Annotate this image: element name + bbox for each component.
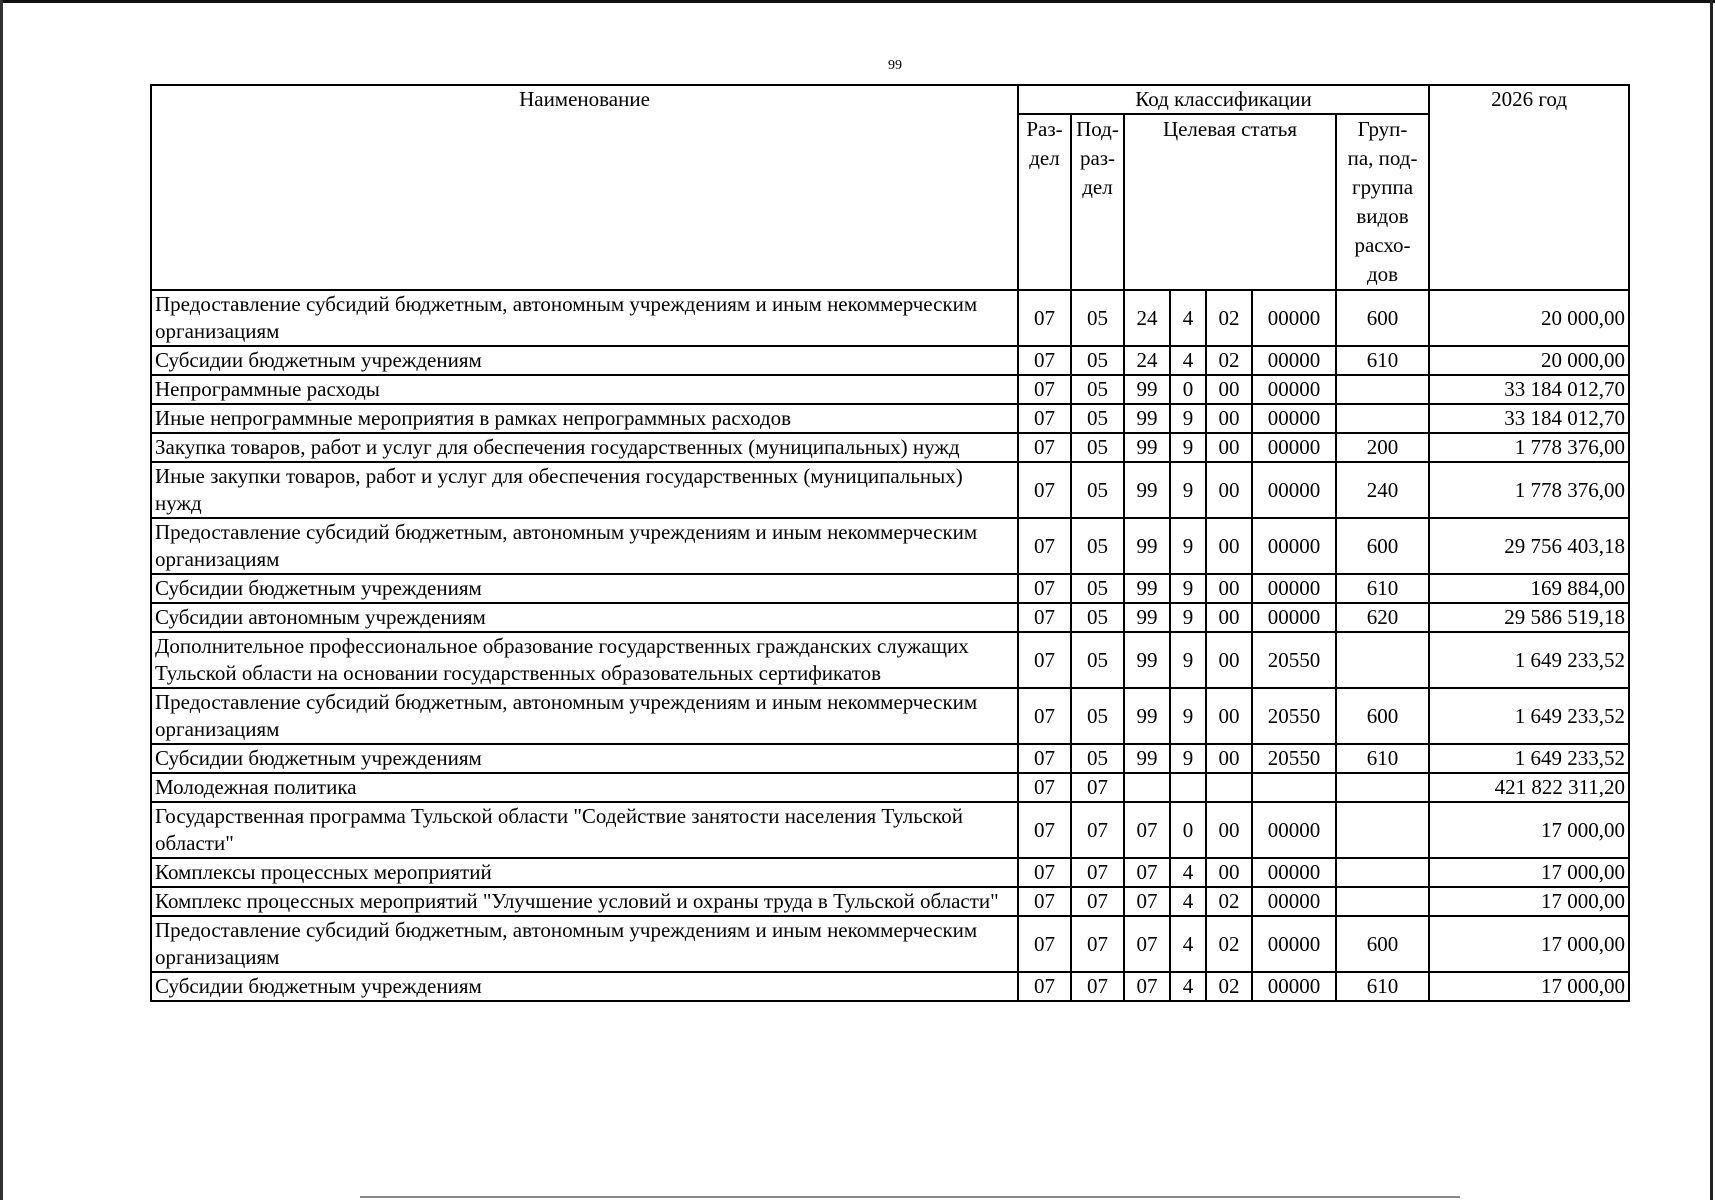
scan-border-bottom: [360, 1196, 1460, 1198]
row-name: Субсидии бюджетным учреждениям: [151, 574, 1018, 603]
row-name: Непрограммные расходы: [151, 375, 1018, 404]
header-year: 2026 год: [1429, 85, 1629, 290]
row-name: Предоставление субсидий бюджетным, автономным учреждениям и иным некоммерческим организациям: [151, 518, 1018, 574]
row-amount: 1 649 233,52: [1429, 688, 1629, 744]
row-name: Комплекс процессных мероприятий "Улучшение условий и охраны труда в Тульской области": [151, 887, 1018, 916]
row-podrazdel: 05: [1071, 462, 1124, 518]
row-target-type: [1170, 773, 1206, 802]
row-name: Субсидии бюджетным учреждениям: [151, 346, 1018, 375]
header-name: Наименование: [151, 85, 1018, 290]
row-razdel: 07: [1018, 603, 1071, 632]
row-target-sub: 00: [1206, 518, 1252, 574]
row-target-type: 9: [1170, 404, 1206, 433]
row-podrazdel: 07: [1071, 887, 1124, 916]
row-target-program: 99: [1124, 688, 1170, 744]
row-name: Субсидии бюджетным учреждениям: [151, 972, 1018, 1001]
row-target-sub: 00: [1206, 688, 1252, 744]
row-expense-group: [1336, 802, 1429, 858]
row-target-type: 0: [1170, 375, 1206, 404]
row-razdel: 07: [1018, 916, 1071, 972]
row-expense-group: 600: [1336, 688, 1429, 744]
row-amount: 17 000,00: [1429, 802, 1629, 858]
row-target-sub: 00: [1206, 632, 1252, 688]
header-group: Груп- па, под- группа видов расхо- дов: [1336, 114, 1429, 290]
row-amount: 33 184 012,70: [1429, 404, 1629, 433]
row-amount: 20 000,00: [1429, 346, 1629, 375]
row-name: Субсидии бюджетным учреждениям: [151, 744, 1018, 773]
row-razdel: 07: [1018, 773, 1071, 802]
row-expense-group: 600: [1336, 916, 1429, 972]
row-target-type: 9: [1170, 462, 1206, 518]
row-target-type: 4: [1170, 972, 1206, 1001]
row-target-sub: 00: [1206, 462, 1252, 518]
row-expense-group: [1336, 632, 1429, 688]
row-target-type: 4: [1170, 916, 1206, 972]
row-target-type: 4: [1170, 887, 1206, 916]
row-target-direction: 00000: [1252, 290, 1336, 346]
row-name: Предоставление субсидий бюджетным, автономным учреждениям и иным некоммерческим организациям: [151, 916, 1018, 972]
row-amount: 29 586 519,18: [1429, 603, 1629, 632]
row-target-type: 4: [1170, 290, 1206, 346]
row-target-type: 9: [1170, 744, 1206, 773]
row-name: Предоставление субсидий бюджетным, автономным учреждениям и иным некоммерческим организациям: [151, 290, 1018, 346]
row-target-sub: 00: [1206, 802, 1252, 858]
row-name: Дополнительное профессиональное образование государственных гражданских служащих Тульской области на основании государственных образовательных сертификатов: [151, 632, 1018, 688]
row-expense-group: 610: [1336, 972, 1429, 1001]
row-podrazdel: 07: [1071, 858, 1124, 887]
row-podrazdel: 05: [1071, 744, 1124, 773]
row-target-direction: 00000: [1252, 375, 1336, 404]
row-name: Молодежная политика: [151, 773, 1018, 802]
row-podrazdel: 05: [1071, 346, 1124, 375]
table-row: [151, 574, 1629, 603]
row-expense-group: 240: [1336, 462, 1429, 518]
row-expense-group: 600: [1336, 518, 1429, 574]
row-target-direction: 00000: [1252, 404, 1336, 433]
row-razdel: 07: [1018, 972, 1071, 1001]
row-razdel: 07: [1018, 375, 1071, 404]
row-razdel: 07: [1018, 462, 1071, 518]
header-razdel: Раз- дел: [1018, 114, 1071, 290]
row-podrazdel: 05: [1071, 433, 1124, 462]
table-header: [151, 85, 1629, 290]
row-amount: 1 649 233,52: [1429, 744, 1629, 773]
row-razdel: 07: [1018, 802, 1071, 858]
row-name: Комплексы процессных мероприятий: [151, 858, 1018, 887]
row-razdel: 07: [1018, 433, 1071, 462]
row-expense-group: 200: [1336, 433, 1429, 462]
row-name: Иные непрограммные мероприятия в рамках непрограммных расходов: [151, 404, 1018, 433]
row-target-type: 9: [1170, 433, 1206, 462]
table-row: [151, 887, 1629, 916]
row-target-program: 07: [1124, 858, 1170, 887]
budget-table: [150, 84, 1630, 1002]
row-target-type: 0: [1170, 802, 1206, 858]
row-target-direction: 00000: [1252, 574, 1336, 603]
row-target-direction: 00000: [1252, 346, 1336, 375]
row-target-type: 9: [1170, 603, 1206, 632]
row-name: Предоставление субсидий бюджетным, автономным учреждениям и иным некоммерческим организациям: [151, 688, 1018, 744]
table-row: [151, 858, 1629, 887]
row-target-direction: 20550: [1252, 632, 1336, 688]
row-podrazdel: 05: [1071, 574, 1124, 603]
row-razdel: 07: [1018, 518, 1071, 574]
row-amount: 17 000,00: [1429, 858, 1629, 887]
row-target-type: 9: [1170, 574, 1206, 603]
row-target-direction: 00000: [1252, 887, 1336, 916]
scan-border-left: [0, 0, 3, 1200]
row-target-type: 4: [1170, 346, 1206, 375]
row-target-sub: 00: [1206, 603, 1252, 632]
table-row: [151, 290, 1629, 346]
row-target-program: 99: [1124, 744, 1170, 773]
row-target-sub: 00: [1206, 404, 1252, 433]
row-podrazdel: 07: [1071, 972, 1124, 1001]
row-target-sub: 00: [1206, 433, 1252, 462]
row-name: Закупка товаров, работ и услуг для обеспечения государственных (муниципальных) нужд: [151, 433, 1018, 462]
row-podrazdel: 05: [1071, 290, 1124, 346]
row-amount: 29 756 403,18: [1429, 518, 1629, 574]
row-razdel: 07: [1018, 290, 1071, 346]
row-amount: 20 000,00: [1429, 290, 1629, 346]
row-name: Государственная программа Тульской области "Содействие занятости населения Тульской области": [151, 802, 1018, 858]
row-expense-group: 620: [1336, 603, 1429, 632]
table-row: [151, 802, 1629, 858]
row-razdel: 07: [1018, 632, 1071, 688]
row-target-program: 07: [1124, 887, 1170, 916]
row-expense-group: 610: [1336, 574, 1429, 603]
row-amount: 1 649 233,52: [1429, 632, 1629, 688]
row-amount: 17 000,00: [1429, 916, 1629, 972]
row-amount: 1 778 376,00: [1429, 433, 1629, 462]
row-amount: 17 000,00: [1429, 887, 1629, 916]
row-target-type: 9: [1170, 632, 1206, 688]
row-amount: 1 778 376,00: [1429, 462, 1629, 518]
row-target-program: 99: [1124, 518, 1170, 574]
row-target-direction: 20550: [1252, 688, 1336, 744]
row-razdel: 07: [1018, 887, 1071, 916]
row-target-sub: 02: [1206, 290, 1252, 346]
row-target-type: 4: [1170, 858, 1206, 887]
row-target-direction: 00000: [1252, 603, 1336, 632]
row-target-direction: 00000: [1252, 858, 1336, 887]
row-podrazdel: 05: [1071, 603, 1124, 632]
row-target-sub: 00: [1206, 375, 1252, 404]
row-target-program: 99: [1124, 462, 1170, 518]
row-amount: 421 822 311,20: [1429, 773, 1629, 802]
row-podrazdel: 07: [1071, 802, 1124, 858]
row-razdel: 07: [1018, 404, 1071, 433]
row-target-program: 24: [1124, 346, 1170, 375]
row-target-program: 24: [1124, 290, 1170, 346]
row-target-program: 99: [1124, 603, 1170, 632]
row-expense-group: [1336, 858, 1429, 887]
header-code: Код классификации: [1018, 85, 1429, 114]
row-target-sub: 02: [1206, 887, 1252, 916]
row-name: Иные закупки товаров, работ и услуг для обеспечения государственных (муниципальных) нужд: [151, 462, 1018, 518]
row-amount: 33 184 012,70: [1429, 375, 1629, 404]
row-razdel: 07: [1018, 574, 1071, 603]
header-target: Целевая статья: [1124, 114, 1336, 290]
row-target-program: 99: [1124, 574, 1170, 603]
scan-border-top: [0, 0, 1715, 3]
row-expense-group: [1336, 887, 1429, 916]
row-expense-group: 610: [1336, 744, 1429, 773]
row-target-program: 07: [1124, 972, 1170, 1001]
row-target-sub: 00: [1206, 858, 1252, 887]
table-row: [151, 375, 1629, 404]
row-expense-group: 610: [1336, 346, 1429, 375]
row-target-program: 99: [1124, 632, 1170, 688]
row-podrazdel: 05: [1071, 375, 1124, 404]
row-target-direction: 00000: [1252, 972, 1336, 1001]
row-razdel: 07: [1018, 688, 1071, 744]
row-target-type: 9: [1170, 688, 1206, 744]
table-row: [151, 603, 1629, 632]
row-podrazdel: 07: [1071, 773, 1124, 802]
row-podrazdel: 05: [1071, 518, 1124, 574]
row-target-sub: [1206, 773, 1252, 802]
table-row: [151, 404, 1629, 433]
table-row: [151, 688, 1629, 744]
scan-border-right: [1710, 0, 1713, 1200]
row-target-program: 07: [1124, 916, 1170, 972]
table-row: [151, 972, 1629, 1001]
table-body: [151, 290, 1629, 1001]
table-row: [151, 773, 1629, 802]
row-target-sub: 00: [1206, 744, 1252, 773]
row-target-direction: 00000: [1252, 462, 1336, 518]
row-target-sub: 02: [1206, 346, 1252, 375]
table-row: [151, 346, 1629, 375]
row-podrazdel: 05: [1071, 632, 1124, 688]
row-expense-group: 600: [1336, 290, 1429, 346]
row-amount: 169 884,00: [1429, 574, 1629, 603]
row-name: Субсидии автономным учреждениям: [151, 603, 1018, 632]
row-target-direction: 20550: [1252, 744, 1336, 773]
row-razdel: 07: [1018, 744, 1071, 773]
row-podrazdel: 07: [1071, 916, 1124, 972]
row-razdel: 07: [1018, 346, 1071, 375]
table-row: [151, 518, 1629, 574]
row-expense-group: [1336, 375, 1429, 404]
header-podrazdel: Под- раз- дел: [1071, 114, 1124, 290]
row-target-program: 99: [1124, 404, 1170, 433]
row-target-type: 9: [1170, 518, 1206, 574]
row-target-program: 99: [1124, 375, 1170, 404]
row-target-program: 07: [1124, 802, 1170, 858]
row-expense-group: [1336, 773, 1429, 802]
row-podrazdel: 05: [1071, 404, 1124, 433]
row-target-direction: 00000: [1252, 802, 1336, 858]
table-row: [151, 632, 1629, 688]
row-target-sub: 02: [1206, 972, 1252, 1001]
row-podrazdel: 05: [1071, 688, 1124, 744]
row-target-program: 99: [1124, 433, 1170, 462]
table-row: [151, 744, 1629, 773]
table-row: [151, 462, 1629, 518]
row-target-sub: 00: [1206, 574, 1252, 603]
row-target-direction: 00000: [1252, 433, 1336, 462]
row-target-direction: 00000: [1252, 916, 1336, 972]
row-amount: 17 000,00: [1429, 972, 1629, 1001]
row-expense-group: [1336, 404, 1429, 433]
row-target-direction: [1252, 773, 1336, 802]
page-number: 99: [888, 58, 902, 73]
table-row: [151, 433, 1629, 462]
row-target-direction: 00000: [1252, 518, 1336, 574]
table-row: [151, 916, 1629, 972]
row-target-sub: 02: [1206, 916, 1252, 972]
row-razdel: 07: [1018, 858, 1071, 887]
row-target-program: [1124, 773, 1170, 802]
